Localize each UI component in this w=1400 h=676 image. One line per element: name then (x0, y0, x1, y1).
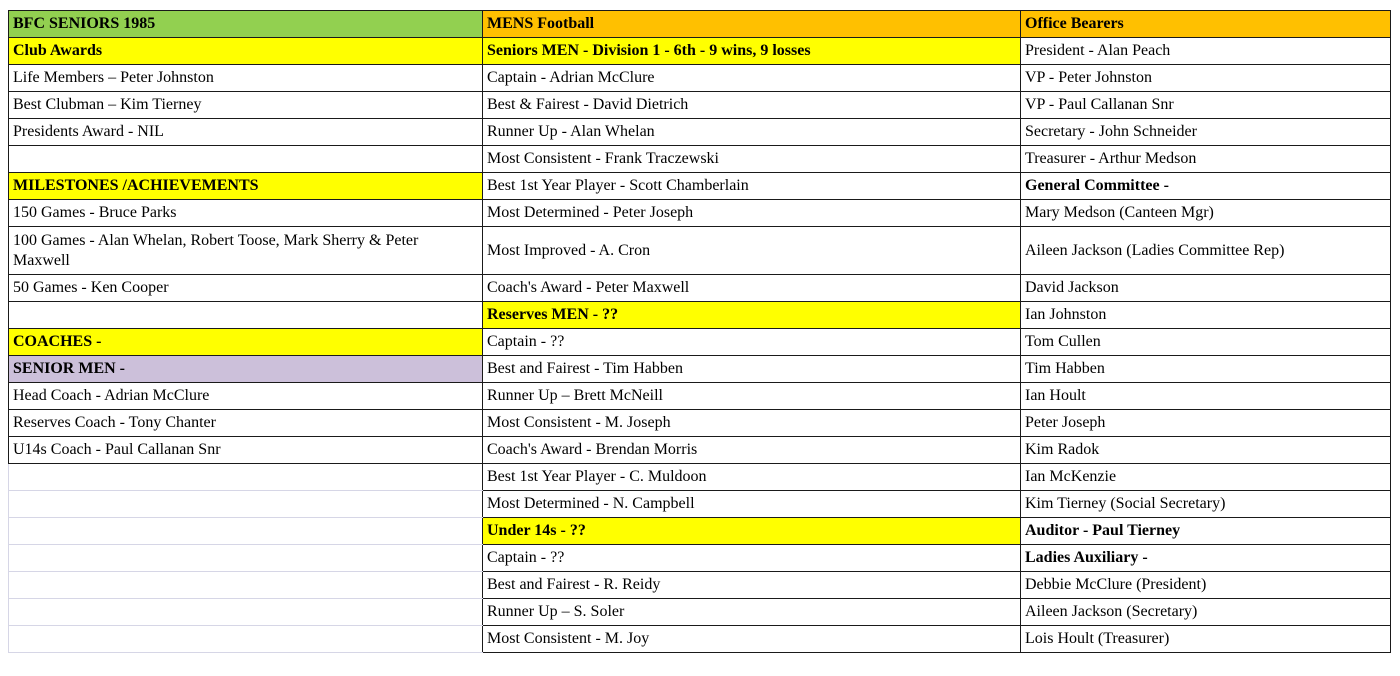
table-row (9, 146, 1391, 173)
table-cell-r16-c3[interactable]: Ian McKenzie (1021, 464, 1391, 491)
table-cell-r9-c3[interactable]: David Jackson (1021, 275, 1391, 302)
table-cell-r20-c2[interactable]: Best and Fairest - R. Reidy (483, 572, 1021, 599)
table-cell-r21-c2[interactable]: Runner Up – S. Soler (483, 599, 1021, 626)
table-row (9, 383, 1391, 410)
table-cell-r9-c1[interactable]: 50 Games - Ken Cooper (9, 275, 483, 302)
table-row (9, 464, 1391, 491)
table-cell-r8-c2[interactable]: Most Improved - A. Cron (483, 227, 1021, 275)
table-row (9, 302, 1391, 329)
table-cell-r1-c1[interactable]: Club Awards (9, 38, 483, 65)
table-cell-r21-c3[interactable]: Aileen Jackson (Secretary) (1021, 599, 1391, 626)
table-cell-r15-c2[interactable]: Coach's Award - Brendan Morris (483, 437, 1021, 464)
table-cell-r7-c1[interactable]: 150 Games - Bruce Parks (9, 200, 483, 227)
table-cell-r17-c1[interactable] (9, 491, 483, 518)
table-row (9, 356, 1391, 383)
table-cell-r3-c1[interactable]: Best Clubman – Kim Tierney (9, 92, 483, 119)
table-row (9, 200, 1391, 227)
table-cell-r18-c1[interactable] (9, 518, 483, 545)
table-row (9, 491, 1391, 518)
table-cell-r13-c2[interactable]: Runner Up – Brett McNeill (483, 383, 1021, 410)
table-cell-r2-c2[interactable]: Captain - Adrian McClure (483, 65, 1021, 92)
table-cell-r3-c3[interactable]: VP - Paul Callanan Snr (1021, 92, 1391, 119)
table-cell-r1-c2[interactable]: Seniors MEN - Division 1 - 6th - 9 wins, 9 losses (483, 38, 1021, 65)
table-row (9, 92, 1391, 119)
table-cell-r1-c3[interactable]: President - Alan Peach (1021, 38, 1391, 65)
table-cell-r10-c2[interactable]: Reserves MEN - ?? (483, 302, 1021, 329)
table-cell-r20-c1[interactable] (9, 572, 483, 599)
table-cell-r5-c1[interactable] (9, 146, 483, 173)
table-row (9, 572, 1391, 599)
table-cell-r3-c2[interactable]: Best & Fairest - David Dietrich (483, 92, 1021, 119)
table-cell-r4-c2[interactable]: Runner Up - Alan Whelan (483, 119, 1021, 146)
table-cell-r19-c2[interactable]: Captain - ?? (483, 545, 1021, 572)
table-cell-r22-c3[interactable]: Lois Hoult (Treasurer) (1021, 626, 1391, 653)
table-row (9, 626, 1391, 653)
table-cell-r20-c3[interactable]: Debbie McClure (President) (1021, 572, 1391, 599)
table-cell-r12-c3[interactable]: Tim Habben (1021, 356, 1391, 383)
table-row (9, 599, 1391, 626)
table-row (9, 329, 1391, 356)
header-row (9, 11, 1391, 38)
table-cell-r17-c3[interactable]: Kim Tierney (Social Secretary) (1021, 491, 1391, 518)
table-cell-r16-c2[interactable]: Best 1st Year Player - C. Muldoon (483, 464, 1021, 491)
table-row (9, 65, 1391, 92)
table-cell-r5-c2[interactable]: Most Consistent - Frank Traczewski (483, 146, 1021, 173)
table-cell-r16-c1[interactable] (9, 464, 483, 491)
table-cell-r5-c3[interactable]: Treasurer - Arthur Medson (1021, 146, 1391, 173)
table-cell-r2-c1[interactable]: Life Members – Peter Johnston (9, 65, 483, 92)
table-row (9, 119, 1391, 146)
table-cell-r19-c1[interactable] (9, 545, 483, 572)
header-cell-col3[interactable]: Office Bearers (1021, 11, 1391, 38)
table-cell-r12-c2[interactable]: Best and Fairest - Tim Habben (483, 356, 1021, 383)
table-cell-r11-c3[interactable]: Tom Cullen (1021, 329, 1391, 356)
table-row (9, 275, 1391, 302)
table-cell-r14-c2[interactable]: Most Consistent - M. Joseph (483, 410, 1021, 437)
table-cell-r17-c2[interactable]: Most Determined - N. Campbell (483, 491, 1021, 518)
table-cell-r6-c1[interactable]: MILESTONES /ACHIEVEMENTS (9, 173, 483, 200)
table-cell-r19-c3[interactable]: Ladies Auxiliary - (1021, 545, 1391, 572)
table-cell-r13-c1[interactable]: Head Coach - Adrian McClure (9, 383, 483, 410)
table-row (9, 410, 1391, 437)
table-cell-r15-c1[interactable]: U14s Coach - Paul Callanan Snr (9, 437, 483, 464)
table-cell-r9-c2[interactable]: Coach's Award - Peter Maxwell (483, 275, 1021, 302)
table-cell-r4-c3[interactable]: Secretary - John Schneider (1021, 119, 1391, 146)
table-cell-r7-c3[interactable]: Mary Medson (Canteen Mgr) (1021, 200, 1391, 227)
table-row (9, 518, 1391, 545)
awards-table (8, 10, 1391, 653)
table-cell-r22-c1[interactable] (9, 626, 483, 653)
header-cell-col1[interactable]: BFC SENIORS 1985 (9, 11, 483, 38)
table-cell-r8-c3[interactable]: Aileen Jackson (Ladies Committee Rep) (1021, 227, 1391, 275)
header-cell-col2[interactable]: MENS Football (483, 11, 1021, 38)
table-row (9, 437, 1391, 464)
table-cell-r12-c1[interactable]: SENIOR MEN - (9, 356, 483, 383)
table-row (9, 38, 1391, 65)
table-row (9, 173, 1391, 200)
table-cell-r14-c3[interactable]: Peter Joseph (1021, 410, 1391, 437)
table-row (9, 227, 1391, 275)
table-cell-r13-c3[interactable]: Ian Hoult (1021, 383, 1391, 410)
table-cell-r14-c1[interactable]: Reserves Coach - Tony Chanter (9, 410, 483, 437)
table-cell-r18-c2[interactable]: Under 14s - ?? (483, 518, 1021, 545)
table-cell-r15-c3[interactable]: Kim Radok (1021, 437, 1391, 464)
table-cell-r11-c2[interactable]: Captain - ?? (483, 329, 1021, 356)
table-cell-r7-c2[interactable]: Most Determined - Peter Joseph (483, 200, 1021, 227)
table-cell-r4-c1[interactable]: Presidents Award - NIL (9, 119, 483, 146)
table-cell-r8-c1[interactable]: 100 Games - Alan Whelan, Robert Toose, Mark Sherry & Peter Maxwell (9, 227, 483, 275)
table-cell-r11-c1[interactable]: COACHES - (9, 329, 483, 356)
table-cell-r10-c3[interactable]: Ian Johnston (1021, 302, 1391, 329)
table-cell-r10-c1[interactable] (9, 302, 483, 329)
table-cell-r21-c1[interactable] (9, 599, 483, 626)
table-cell-r6-c2[interactable]: Best 1st Year Player - Scott Chamberlain (483, 173, 1021, 200)
table-cell-r6-c3[interactable]: General Committee - (1021, 173, 1391, 200)
table-row (9, 545, 1391, 572)
table-cell-r2-c3[interactable]: VP - Peter Johnston (1021, 65, 1391, 92)
table-cell-r18-c3[interactable]: Auditor - Paul Tierney (1021, 518, 1391, 545)
table-cell-r22-c2[interactable]: Most Consistent - M. Joy (483, 626, 1021, 653)
